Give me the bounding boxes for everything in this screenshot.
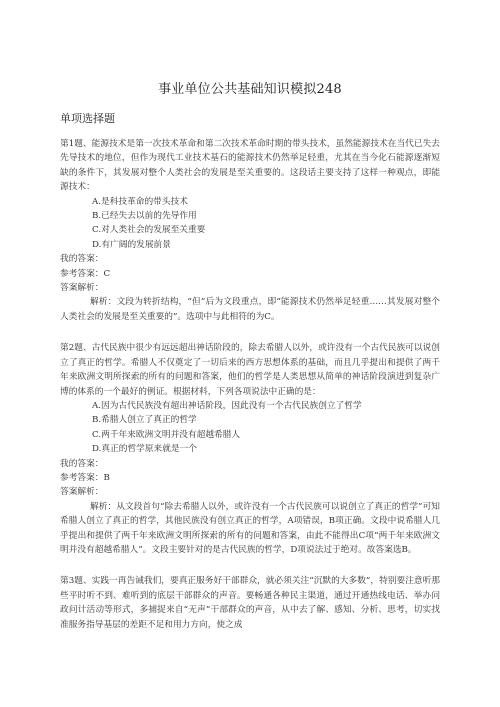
answer-option: A.是科技革命的带头技术 (92, 196, 188, 207)
my-answer-label: 我的答案： (60, 458, 104, 469)
analysis-text: 解析：从文段首句“除去希腊人以外，或许没有一个古代民族可以说创立了真正的哲学”可知希腊人创立了真正的哲学，其他民族没有创立真正的哲学，A项错误，B项正确。文段中说希腊人几乎提出和提供了两千年来欧洲文明所探索的所有的问题和答案，由此不能得出C项“两千年来欧洲文明并没有超越希腊人”。文段主要针对的是古代民族的哲学，D项说法过于绝对。故答案选B。 (60, 501, 440, 555)
question-stem: 第3题、实践一再告诫我们，要真正服务好干部群众，就必须关注“沉默的大多数”，特别要注意听那些平时听不到、难听到的底层干部群众的声音。要畅通各种民主渠道，通过开通热线电话、举办问政问计活动等形式，多捕捉来自“无声”干部群众的声音，从中去了解、感知、分析、思考，切实找准服务指导基层的差距不足和用力方向，使之成 (60, 576, 440, 630)
analysis-label: 答案解析： (60, 487, 104, 498)
my-answer-label: 我的答案： (60, 254, 104, 265)
question-block (60, 574, 440, 632)
question-block (60, 341, 440, 557)
reference-answer: 参考答案：B (60, 472, 110, 483)
answer-option: C.对人类社会的发展至关重要 (92, 225, 206, 236)
answer-option: B.希腊人创立了真正的哲学 (92, 415, 197, 426)
document-title: 事业单位公共基础知识模拟248 (158, 82, 342, 97)
reference-answer: 参考答案：C (60, 268, 111, 279)
answer-option: D.有广阔的发展前景 (92, 239, 171, 250)
analysis-text: 解析：文段为转折结构，“但”后为文段重点，即“能源技术仍然举足轻重……其发展对整个人类社会的发展是至关重要的”。选项中与此相符的为C。 (60, 297, 440, 322)
question-spacer (60, 324, 440, 341)
analysis-label: 答案解析： (60, 283, 104, 294)
answer-option: C.两千年来欧洲文明并没有超越希腊人 (92, 429, 241, 440)
question-stem: 第1题、能源技术是第一次技术革命和第二次技术革命时期的带头技术，虽然能源技术在当代已失去先导技术的地位，但作为现代工业技术基石的能源技术仍然举足轻重，尤其在当今化石能源逐渐短缺的条件下，其发展对整个人类社会的发展是至关重要的。这段话主要支持了这样一种观点，即能源技术： (60, 139, 440, 193)
section-heading: 单项选择题 (60, 112, 115, 125)
question-spacer (60, 557, 440, 574)
question-block (60, 137, 440, 324)
answer-option: A.因为古代民族没有超出神话阶段，因此没有一个古代民族创立了哲学 (92, 400, 362, 411)
document-body (60, 137, 440, 632)
question-stem: 第2题、古代民族中很少有远远超出神话阶段的，除去希腊人以外，或许没有一个古代民族可以说创立了真正的哲学。希腊人不仅奠定了一切后来的西方思想体系的基础，而且几乎提出和提供了两千年来欧洲文明所探索的所有的问题和答案，他们的哲学是人类思想从简单的神话阶段演进到复杂广博的体系的一个最好的例证。根据材料，下列各项说法中正确的是： (60, 343, 440, 397)
answer-option: B.已经失去以前的先导作用 (92, 211, 197, 222)
answer-option: D.真正的哲学原来就是一个 (92, 444, 197, 455)
